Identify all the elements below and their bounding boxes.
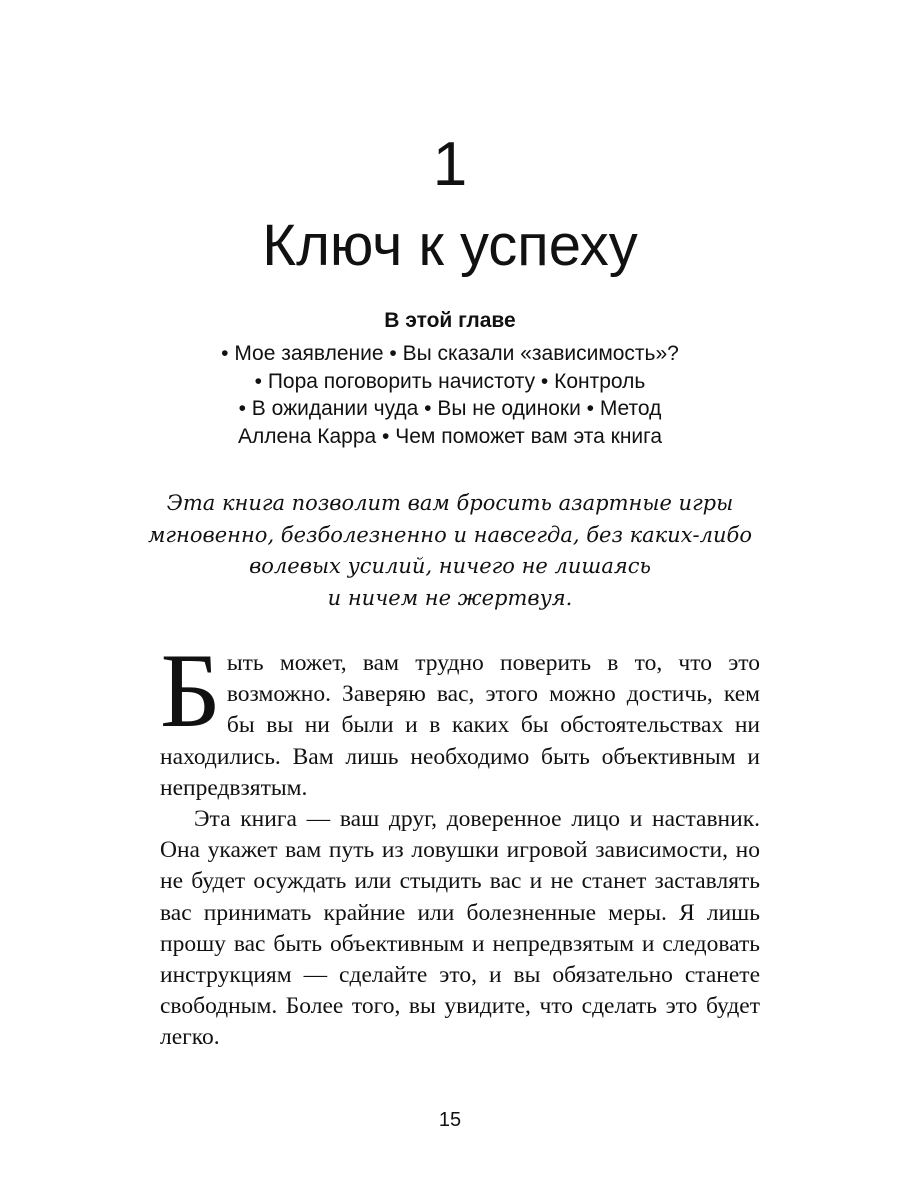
contents-line: • Мое заявление • Вы сказали «зависимость»? [221, 342, 679, 365]
epigraph-line: Эта книга позволит вам бросить азартные игры [166, 491, 734, 515]
epigraph-line: волевых усилий, ничего не лишаясь [249, 554, 651, 578]
contents-line: • В ожидании чуда • Вы не одиноки • Метод [238, 397, 662, 420]
paragraph [160, 632, 760, 804]
paragraph: Эта книга — ваш друг, доверенное лицо и наставник. Она укажет вам путь из ловушки игровой зависимости, но не будет осуждать или стыдить вас и не станет заставлять вас принимать крайние или болезненные меры. Я лишь прошу вас быть объективным и непредвзятым и следовать инструкциям — сделайте это, и вы обязательно станете свободным. Более того, вы увидите, что сделать это будет легко. [160, 806, 760, 1051]
epigraph [120, 488, 780, 614]
paragraph-text: ыть может, вам трудно поверить в то, что это возможно. Заверяю вас, этого можно достичь, кем бы вы ни были и в каких бы обстоятельствах ни находились. Вам лишь необходимо быть объективным и непредвзятым. [160, 650, 760, 801]
contents-line: • Пора поговорить начистоту • Контроль [254, 369, 646, 393]
chapter-number: 1 [432, 130, 468, 199]
epigraph-line: и ничем не жертвуя. [327, 585, 573, 610]
contents-line: Аллена Карра • Чем поможет вам эта книга [237, 424, 663, 448]
chapter-title: Ключ к успеху [262, 213, 638, 278]
drop-cap: Б [160, 632, 221, 749]
chapter-contents-list [140, 340, 760, 450]
page-number: 15 [438, 1109, 462, 1131]
epigraph-line: мгновенно, безболезненно и навсегда, без каких-либо [147, 522, 753, 547]
body-text [160, 632, 760, 1054]
chapter-contents-heading: В этой главе [384, 309, 516, 332]
